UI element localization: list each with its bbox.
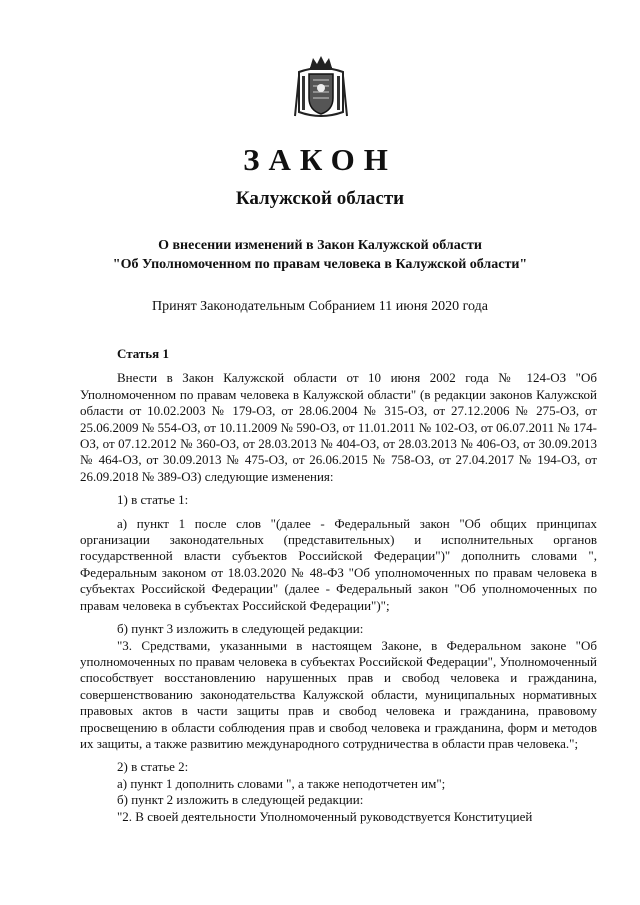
- paragraph: б) пункт 3 изложить в следующей редакции:: [117, 621, 364, 637]
- law-heading-line-2: "Об Уполномоченном по правам человека в Калужской области": [112, 257, 528, 272]
- paragraph: Внести в Закон Калужской области от 10 июня 2002 года № 124-ОЗ "Об Уполномоченном по правам человека в Калужской области" (в редакции законов Калужской области от 10.02.2003 № 179-ОЗ, от 28.06.2004 № 315-ОЗ, от 27.12.2006 № 275-ОЗ, от 25.06.2009 № 554-ОЗ, от 10.11.2009 № 590-ОЗ, от 11.01.2011 № 102-ОЗ, от 06.07.2011 № 174-ОЗ, от 07.12.2012 № 360-ОЗ, от 28.03.2013 № 404-ОЗ, от 28.03.2013 № 406-ОЗ, от 30.09.2013 № 464-ОЗ, от 30.09.2013 № 475-ОЗ, от 26.06.2015 № 758-ОЗ, от 27.04.2017 № 194-ОЗ, от 26.09.2018 № 389-ОЗ) следующие изменения:: [80, 370, 597, 484]
- article-title: Статья 1: [117, 346, 169, 361]
- document-subtitle: Калужской области: [235, 188, 405, 209]
- paragraph: б) пункт 2 изложить в следующей редакции:: [117, 792, 364, 808]
- paragraph: а) пункт 1 дополнить словами ", а также неподотчетен им";: [117, 775, 446, 791]
- coat-of-arms-icon: [293, 54, 349, 120]
- paragraph: а) пункт 1 после слов "(далее - Федеральный закон "Об общих принципах организации законодательных (представительных) и исполнительных органов государственной власти субъектов Российской Федерации")" дополнить словами ", Федеральным законом от 18.03.2020 № 48-ФЗ "Об уполномоченных по правам человека в субъектах Российской Федерации" (далее - Федеральный закон "Об уполномоченных по правам человека в субъектах Российской Федерации")";: [80, 515, 597, 613]
- law-heading: [0, 236, 640, 274]
- law-heading-line-1: О внесении изменений в Закон Калужской области: [158, 238, 482, 253]
- adoption-note: Принят Законодательным Собранием 11 июня 2020 года: [152, 299, 488, 314]
- document-title: ЗАКОН: [243, 142, 397, 177]
- paragraph: 1) в статье 1:: [117, 492, 189, 508]
- paragraph: "3. Средствами, указанными в настоящем Законе, в Федеральном законе "Об уполномоченных по правам человека в субъектах Российской Федерации", Уполномоченный способствует восстановлению нарушенных прав и свобод человека и гражданина, совершенствованию законодательства Калужской области, муниципальных нормативных правовых актов в части защиты прав и свобод человека и гражданина, правовому просвещению в области соблюдения прав и свобод человека и гражданина, форм и методов их защиты, а также развитию международного сотрудничества в области прав человека.";: [80, 637, 597, 751]
- document-body: [80, 346, 597, 825]
- paragraph: "2. В своей деятельности Уполномоченный руководствуется Конституцией: [117, 808, 533, 824]
- paragraph: 2) в статье 2:: [117, 759, 189, 775]
